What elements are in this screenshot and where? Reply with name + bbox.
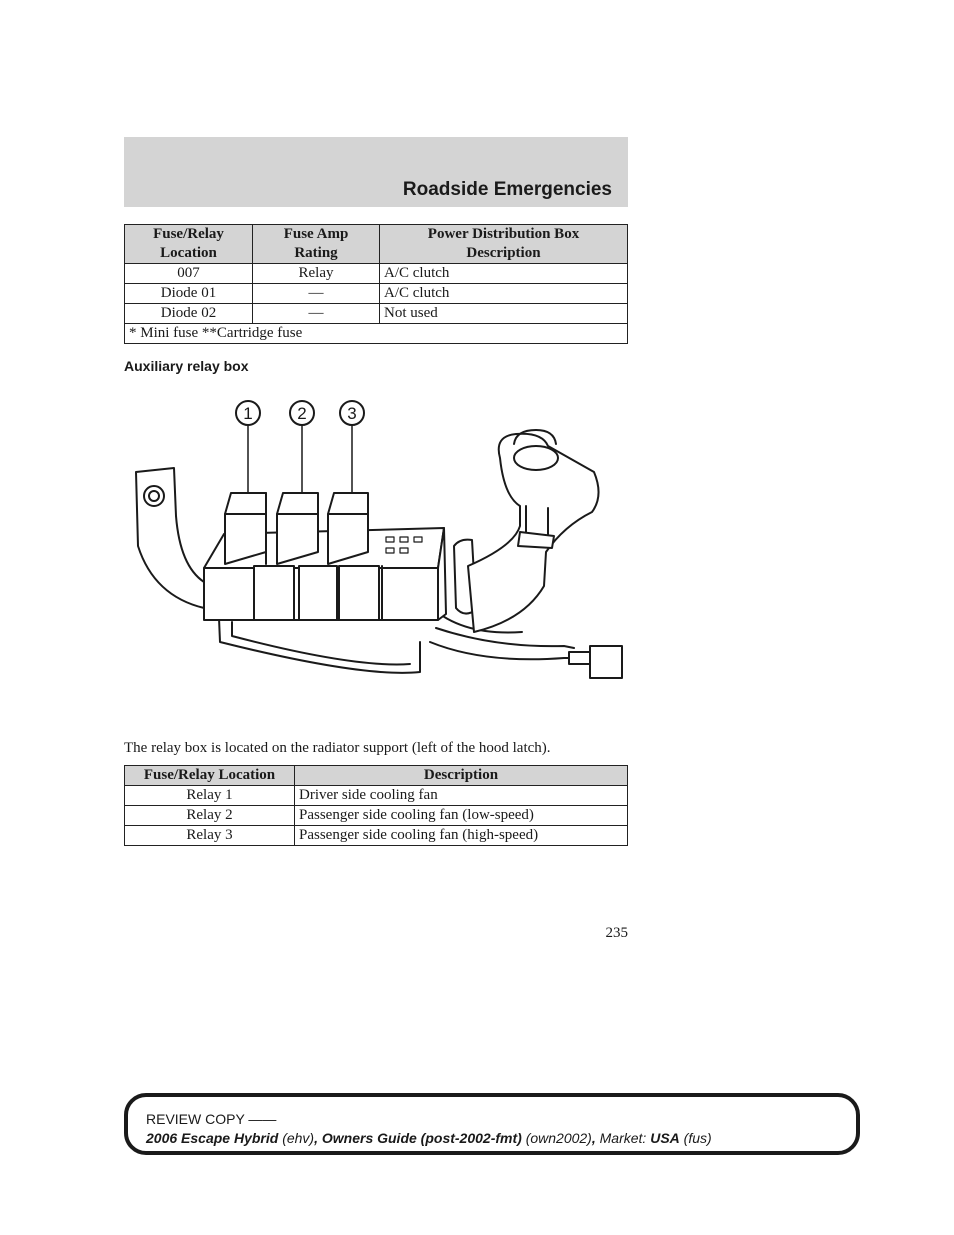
table-cell: — (253, 284, 380, 304)
section-title: Roadside Emergencies (402, 179, 612, 200)
table-footnote: * Mini fuse **Cartridge fuse (125, 324, 628, 344)
relay-3 (328, 493, 368, 564)
svg-text:1: 1 (243, 404, 253, 423)
table-cell: Diode 02 (125, 304, 253, 324)
table-cell: Relay 1 (125, 786, 295, 806)
aux-relay-box-diagram (124, 396, 628, 686)
table-cell: Passenger side cooling fan (high-speed) (295, 826, 628, 846)
footer-line-2: 2006 Escape Hybrid (ehv), Owners Guide (post-2002-fmt) (own2002), Market: USA (fus) (146, 1130, 712, 1146)
callout-2 (290, 401, 314, 493)
footer-line-1: REVIEW COPY —— (146, 1111, 277, 1127)
svg-text:2: 2 (297, 404, 307, 423)
table-cell: — (253, 304, 380, 324)
column-header: Power Distribution Box Description (380, 225, 628, 264)
table-row (125, 806, 628, 826)
svg-text:3: 3 (347, 404, 357, 423)
column-header: Fuse Amp Rating (253, 225, 380, 264)
table-header-row (125, 225, 628, 264)
table-cell: Passenger side cooling fan (low-speed) (295, 806, 628, 826)
relay-table (124, 765, 628, 846)
table-row (125, 284, 628, 304)
table-cell: Not used (380, 304, 628, 324)
column-header: Fuse/Relay Location (125, 225, 253, 264)
table-header-row (125, 766, 628, 786)
hood-latch-component (454, 430, 599, 632)
aux-relay-heading: Auxiliary relay box (124, 358, 249, 374)
relay-1 (225, 493, 266, 564)
callout-3 (340, 401, 364, 493)
table-row (125, 786, 628, 806)
table-cell: 007 (125, 264, 253, 284)
table-row (125, 826, 628, 846)
column-header: Description (295, 766, 628, 786)
table-cell: Driver side cooling fan (295, 786, 628, 806)
table-cell: Relay 3 (125, 826, 295, 846)
callout-1 (236, 401, 260, 493)
table-cell: Diode 01 (125, 284, 253, 304)
section-header-band (124, 137, 628, 207)
review-copy-footer (124, 1093, 860, 1155)
relay-box-location-text: The relay box is located on the radiator support (left of the hood latch). (124, 740, 551, 756)
column-header: Fuse/Relay Location (125, 766, 295, 786)
table-cell: A/C clutch (380, 284, 628, 304)
table-cell: Relay 2 (125, 806, 295, 826)
table-row (125, 304, 628, 324)
relay-2 (277, 493, 318, 564)
page-number: 235 (605, 925, 628, 941)
table-footnote-row (125, 324, 628, 344)
table-cell: Relay (253, 264, 380, 284)
fuse-table (124, 224, 628, 344)
table-row (125, 264, 628, 284)
table-cell: A/C clutch (380, 264, 628, 284)
mounting-bracket (136, 468, 204, 608)
